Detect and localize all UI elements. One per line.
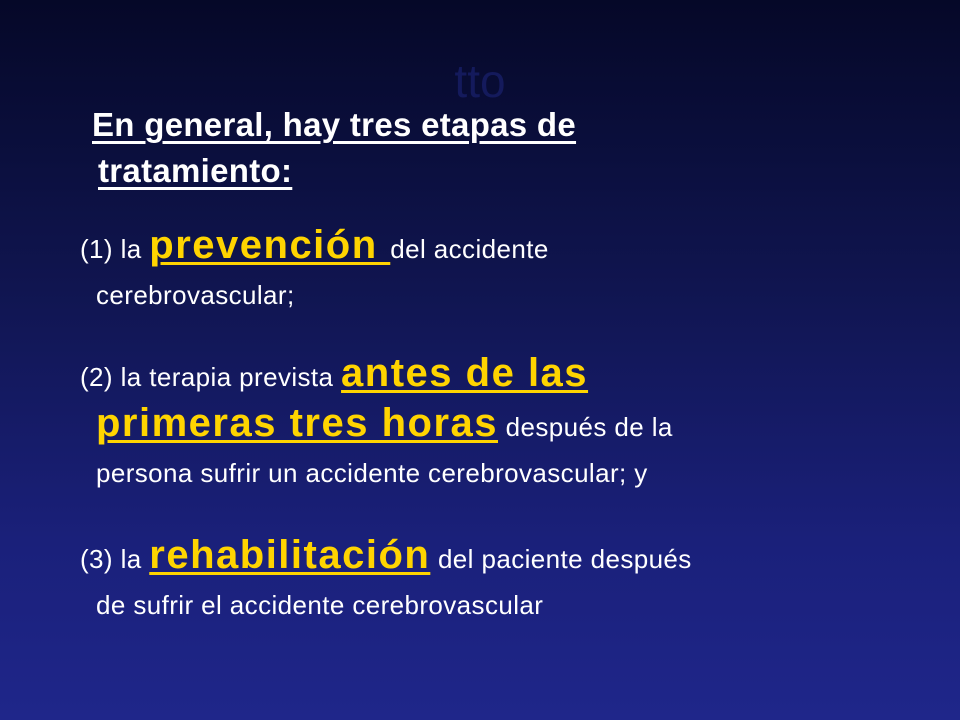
slide-title: tto bbox=[454, 55, 506, 107]
stage-item-2 bbox=[80, 350, 940, 496]
stage-2-prefix: (2) la terapia prevista bbox=[80, 362, 342, 392]
stage-1-line-2: cerebrovascular; bbox=[96, 280, 295, 310]
stage-3-line-1 bbox=[80, 532, 940, 582]
intro-line-1 bbox=[92, 102, 792, 148]
stage-3-line-2: de sufrir el accidente cerebrovascular bbox=[96, 590, 544, 620]
stage-3-suffix: del paciente después bbox=[430, 544, 692, 574]
stage-1-suffix: del accidente bbox=[390, 234, 549, 264]
stage-2-line-3: persona sufrir un accidente cerebrovascular; y bbox=[96, 458, 648, 488]
intro-line-2-text: tratamiento: bbox=[98, 152, 293, 189]
intro-text bbox=[92, 102, 792, 194]
intro-line-2 bbox=[92, 148, 792, 194]
stage-1-highlight: prevención bbox=[149, 223, 391, 267]
stage-3-highlight: rehabilitación bbox=[149, 533, 431, 577]
stage-2-line-2 bbox=[80, 400, 940, 450]
stage-1-prefix: (1) la bbox=[80, 234, 150, 264]
stage-2-highlight-b: primeras tres horas bbox=[96, 401, 499, 445]
stage-item-3 bbox=[80, 532, 940, 628]
intro-line-1-text: En general, hay tres etapas de bbox=[92, 106, 577, 143]
stage-2-highlight-a: antes de las bbox=[341, 351, 589, 395]
stage-2-suffix: después de la bbox=[498, 412, 673, 442]
stage-2-line-1 bbox=[80, 350, 940, 400]
stage-3-prefix: (3) la bbox=[80, 544, 150, 574]
stage-item-1 bbox=[80, 222, 940, 318]
stage-1-line-1 bbox=[80, 222, 940, 272]
